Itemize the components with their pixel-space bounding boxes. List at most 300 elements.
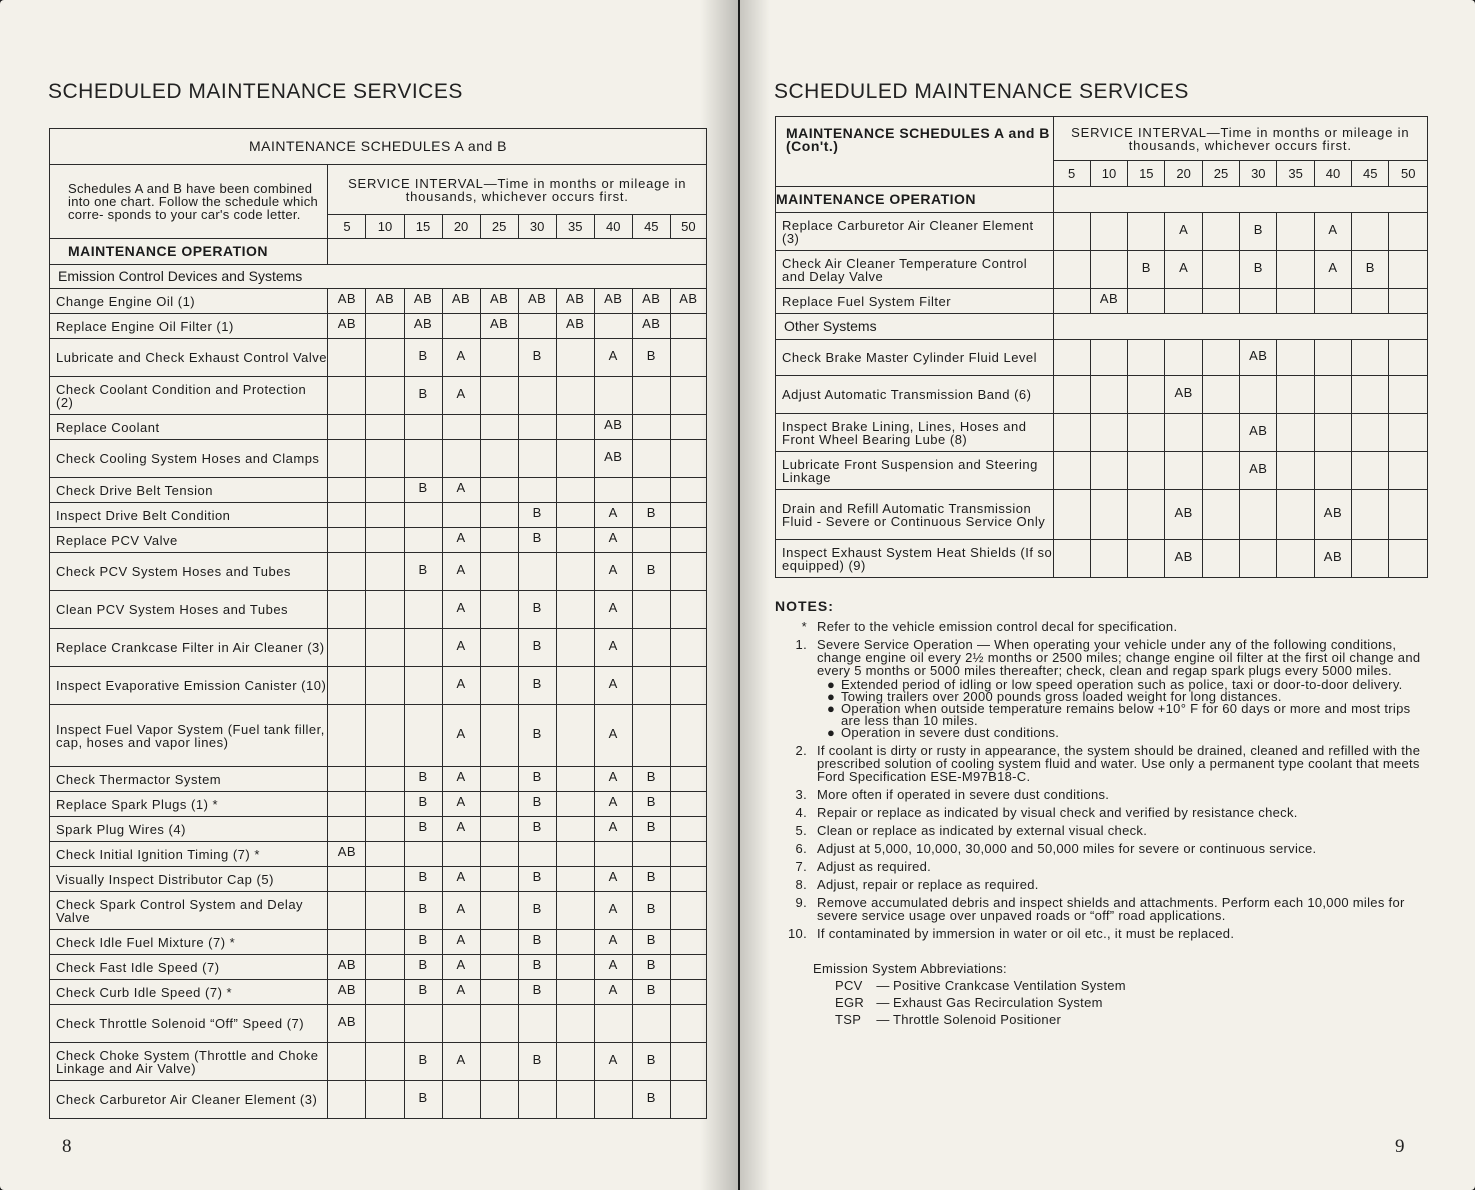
schedule-cell [328, 478, 366, 503]
note-text-wrap [817, 927, 1425, 940]
schedule-cell [366, 591, 404, 629]
table-row [50, 289, 707, 314]
operation-label: Check Air Cleaner Temperature Control and Delay Valve [776, 251, 1054, 289]
abbreviation-key: PCV [835, 978, 863, 993]
schedule-cell [556, 842, 594, 867]
schedule-cell: B [632, 955, 670, 980]
schedule-cell [404, 667, 442, 705]
operation-label: Replace Fuel System Filter [776, 289, 1054, 314]
note-item [775, 620, 1425, 633]
schedule-cell [442, 1005, 480, 1043]
schedule-cell [1389, 490, 1428, 540]
schedule-cell: A [442, 591, 480, 629]
schedule-cell: AB [480, 314, 518, 339]
table-row [50, 892, 707, 930]
schedule-cell [366, 553, 404, 591]
schedule-cell [1389, 414, 1428, 452]
schedule-cell [556, 980, 594, 1005]
schedule-cell [328, 377, 366, 415]
schedule-cell [328, 867, 366, 892]
schedule-cell [1090, 452, 1127, 490]
schedule-cell [366, 955, 404, 980]
intro-note: Schedules A and B have been combined into one chart. Follow the schedule which corre- sponds to your car's code letter. [50, 165, 328, 239]
interval-header: 35 [556, 215, 594, 239]
schedule-cell [442, 503, 480, 528]
schedule-cell: B [404, 867, 442, 892]
schedule-cell: B [518, 591, 556, 629]
operation-label: Check Coolant Condition and Protection (2) [50, 377, 328, 415]
schedule-cell: A [442, 930, 480, 955]
schedule-cell [556, 867, 594, 892]
note-item [775, 806, 1425, 819]
schedule-cell: A [594, 955, 632, 980]
schedule-cell [1053, 251, 1090, 289]
schedule-cell: B [518, 817, 556, 842]
schedule-cell [1389, 540, 1428, 578]
schedule-cell [442, 1081, 480, 1119]
schedule-cell: B [518, 667, 556, 705]
schedule-cell [480, 415, 518, 440]
operation-label: Inspect Exhaust System Heat Shields (If so equipped) (9) [776, 540, 1054, 578]
schedule-cell [366, 415, 404, 440]
table-row [50, 792, 707, 817]
bullet-icon: ● [827, 725, 836, 740]
note-number: 10. [788, 926, 807, 941]
note-text-wrap [817, 744, 1425, 783]
operation-label: Check Fast Idle Speed (7) [50, 955, 328, 980]
bullet-icon: ● [827, 677, 836, 692]
schedule-cell [366, 792, 404, 817]
note-item [775, 638, 1425, 739]
interval-header: 5 [1053, 161, 1090, 187]
schedule-cell [1352, 490, 1389, 540]
table-row [50, 1081, 707, 1119]
schedule-cell: B [518, 767, 556, 792]
schedule-cell [1240, 289, 1277, 314]
schedule-cell [518, 440, 556, 478]
operation-header: MAINTENANCE OPERATION [50, 239, 328, 265]
note-number: * [801, 619, 807, 634]
interval-header: 35 [1277, 161, 1314, 187]
schedule-cell: A [442, 980, 480, 1005]
schedule-cell [328, 930, 366, 955]
schedule-cell [1277, 540, 1314, 578]
schedule-cell [366, 478, 404, 503]
schedule-cell [518, 842, 556, 867]
schedule-cell [480, 1081, 518, 1119]
schedule-cell: A [442, 817, 480, 842]
interval-header: 30 [518, 215, 556, 239]
gutter-shadow [700, 0, 738, 1190]
operation-label: Check Brake Master Cylinder Fluid Level [776, 340, 1054, 376]
schedule-cell [1202, 289, 1239, 314]
schedule-cell: B [518, 955, 556, 980]
operation-label: Replace PCV Valve [50, 528, 328, 553]
schedule-cell: AB [556, 314, 594, 339]
bullet-text: Towing trailers over 2000 pounds gross loaded weight for long distances. [841, 689, 1282, 704]
interval-header: 20 [442, 215, 480, 239]
abbreviation-item [835, 977, 1425, 994]
operation-label: Check Thermactor System [50, 767, 328, 792]
schedule-cell [632, 377, 670, 415]
schedule-cell [1352, 540, 1389, 578]
schedule-cell [366, 842, 404, 867]
schedule-cell [1053, 414, 1090, 452]
schedule-cell [1053, 289, 1090, 314]
schedule-cell [1352, 376, 1389, 414]
schedule-cell [328, 767, 366, 792]
schedule-cell [518, 314, 556, 339]
schedule-cell: B [632, 867, 670, 892]
schedule-cell: B [632, 1043, 670, 1081]
notes-section [775, 598, 1425, 1028]
note-text: Adjust as required. [817, 859, 932, 874]
schedule-cell [632, 667, 670, 705]
operation-label: Replace Coolant [50, 415, 328, 440]
schedule-cell: A [442, 792, 480, 817]
schedule-cell [328, 440, 366, 478]
section-row [776, 314, 1428, 340]
schedule-cell: B [632, 930, 670, 955]
schedule-cell: B [632, 892, 670, 930]
schedule-cell [328, 792, 366, 817]
note-item [775, 788, 1425, 801]
schedule-cell: A [594, 667, 632, 705]
schedule-cell [366, 1005, 404, 1043]
operation-label: Check Carburetor Air Cleaner Element (3) [50, 1081, 328, 1119]
schedule-cell: B [1240, 251, 1277, 289]
schedule-cell: A [594, 1043, 632, 1081]
schedule-cell [328, 553, 366, 591]
note-number: 5. [795, 823, 807, 838]
schedule-cell: AB [556, 289, 594, 314]
note-number: 7. [795, 859, 807, 874]
schedule-cell [1165, 452, 1202, 490]
schedule-cell [556, 629, 594, 667]
schedule-cell: A [594, 767, 632, 792]
table-row [50, 842, 707, 867]
schedule-cell [556, 440, 594, 478]
table-row [50, 1043, 707, 1081]
schedule-cell: AB [518, 289, 556, 314]
schedule-cell [1053, 213, 1090, 251]
table-title: MAINTENANCE SCHEDULES A and B [50, 129, 707, 165]
schedule-cell [556, 503, 594, 528]
schedule-cell: B [518, 792, 556, 817]
schedule-cell: A [442, 339, 480, 377]
maintenance-table-left [49, 128, 707, 1119]
page-title: SCHEDULED MAINTENANCE SERVICES [774, 80, 1189, 103]
schedule-cell [442, 415, 480, 440]
operation-label: Change Engine Oil (1) [50, 289, 328, 314]
notes-list [775, 620, 1425, 940]
operation-label: Check Choke System (Throttle and Choke Linkage and Air Valve) [50, 1043, 328, 1081]
schedule-cell [632, 842, 670, 867]
schedule-cell: AB [594, 440, 632, 478]
schedule-cell [442, 842, 480, 867]
table-row [50, 667, 707, 705]
schedule-cell: A [1165, 213, 1202, 251]
operation-label: Check Idle Fuel Mixture (7) * [50, 930, 328, 955]
schedule-cell [1053, 452, 1090, 490]
schedule-cell: A [442, 705, 480, 767]
note-item [775, 824, 1425, 837]
schedule-cell [556, 767, 594, 792]
schedule-cell [442, 314, 480, 339]
schedule-cell: AB [328, 955, 366, 980]
schedule-cell: AB [1240, 452, 1277, 490]
schedule-cell [366, 892, 404, 930]
schedule-cell: B [632, 553, 670, 591]
schedule-cell [556, 930, 594, 955]
note-number: 8. [795, 877, 807, 892]
note-text: Adjust, repair or replace as required. [817, 877, 1039, 892]
schedule-cell [366, 980, 404, 1005]
note-item [775, 860, 1425, 873]
schedule-cell [480, 1043, 518, 1081]
table-row [776, 490, 1428, 540]
schedule-cell [480, 629, 518, 667]
blank-cell [328, 239, 707, 265]
schedule-cell [518, 478, 556, 503]
schedule-cell: B [404, 1081, 442, 1119]
section-title: Emission Control Devices and Systems [50, 265, 707, 289]
schedule-cell [404, 629, 442, 667]
operation-label: Clean PCV System Hoses and Tubes [50, 591, 328, 629]
operation-label: Check Cooling System Hoses and Clamps [50, 440, 328, 478]
table-row [776, 540, 1428, 578]
table-row [50, 629, 707, 667]
table-row [776, 340, 1428, 376]
schedule-cell [594, 314, 632, 339]
table-row [50, 867, 707, 892]
schedule-cell [366, 1081, 404, 1119]
bullet-text: Extended period of idling or low speed operation such as police, taxi or door-to-door delivery. [841, 677, 1403, 692]
schedule-cell [594, 377, 632, 415]
interval-header: 10 [366, 215, 404, 239]
schedule-cell [556, 377, 594, 415]
schedule-cell [366, 930, 404, 955]
note-text-wrap [817, 788, 1425, 801]
schedule-cell [1314, 414, 1351, 452]
table-row [50, 503, 707, 528]
abbreviation-item [835, 994, 1425, 1011]
schedule-cell [1202, 376, 1239, 414]
interval-header: 50 [670, 215, 706, 239]
schedule-cell [1277, 452, 1314, 490]
schedule-cell [366, 440, 404, 478]
schedule-cell: AB [328, 1005, 366, 1043]
schedule-cell: B [518, 980, 556, 1005]
note-text: If contaminated by immersion in water or oil etc., it must be replaced. [817, 926, 1235, 941]
schedule-cell [1389, 452, 1428, 490]
schedule-cell [1202, 414, 1239, 452]
schedule-cell [1202, 452, 1239, 490]
schedule-cell [556, 892, 594, 930]
schedule-cell [480, 980, 518, 1005]
schedule-cell: B [518, 930, 556, 955]
schedule-cell [1128, 490, 1165, 540]
schedule-cell [556, 591, 594, 629]
schedule-cell [366, 339, 404, 377]
schedule-cell [556, 667, 594, 705]
schedule-cell [632, 478, 670, 503]
schedule-cell: A [442, 478, 480, 503]
schedule-cell [1128, 213, 1165, 251]
schedule-cell [1277, 251, 1314, 289]
schedule-cell [480, 1005, 518, 1043]
schedule-cell: AB [328, 314, 366, 339]
schedule-cell [518, 1005, 556, 1043]
schedule-cell [366, 503, 404, 528]
schedule-cell: B [404, 1043, 442, 1081]
schedule-cell: A [594, 892, 632, 930]
schedule-cell [1240, 376, 1277, 414]
table-row [776, 213, 1428, 251]
note-text-wrap [817, 842, 1425, 855]
schedule-cell: B [518, 629, 556, 667]
schedule-cell [480, 667, 518, 705]
schedule-cell: AB [1240, 340, 1277, 376]
schedule-cell: A [594, 591, 632, 629]
schedule-cell [480, 377, 518, 415]
schedule-cell [632, 591, 670, 629]
dash-icon: — [876, 978, 890, 993]
schedule-cell [1090, 540, 1127, 578]
schedule-cell [1352, 289, 1389, 314]
schedule-cell [366, 667, 404, 705]
schedule-cell [556, 1081, 594, 1119]
note-text: Clean or replace as indicated by external visual check. [817, 823, 1148, 838]
schedule-cell [556, 553, 594, 591]
page-title: SCHEDULED MAINTENANCE SERVICES [48, 80, 463, 103]
operation-label: Spark Plug Wires (4) [50, 817, 328, 842]
abbreviations-title: Emission System Abbreviations: [813, 961, 1007, 976]
note-text-wrap [817, 638, 1425, 739]
note-text: More often if operated in severe dust conditions. [817, 787, 1110, 802]
note-item [775, 927, 1425, 940]
schedule-cell [1352, 414, 1389, 452]
schedule-cell [1389, 376, 1428, 414]
schedule-cell [1128, 340, 1165, 376]
operation-label: Lubricate Front Suspension and Steering Linkage [776, 452, 1054, 490]
schedule-cell: B [404, 930, 442, 955]
note-text-wrap [817, 860, 1425, 873]
section-title: Other Systems [776, 314, 1054, 340]
schedule-cell: A [594, 705, 632, 767]
schedule-cell [480, 478, 518, 503]
schedule-cell: A [594, 792, 632, 817]
schedule-cell [1352, 213, 1389, 251]
schedule-cell [328, 1081, 366, 1119]
service-interval-note: SERVICE INTERVAL—Time in months or mileage in thousands, whichever occurs first. [1053, 117, 1428, 161]
schedule-cell [480, 792, 518, 817]
table-row [50, 955, 707, 980]
dash-icon: — [876, 1012, 890, 1027]
schedule-cell [480, 705, 518, 767]
note-number: 6. [795, 841, 807, 856]
table-row [50, 339, 707, 377]
schedule-cell [632, 705, 670, 767]
schedule-cell: AB [1240, 414, 1277, 452]
schedule-cell [328, 667, 366, 705]
schedule-cell: A [1165, 251, 1202, 289]
interval-header: 45 [1352, 161, 1389, 187]
schedule-cell: A [594, 867, 632, 892]
schedule-cell [1128, 414, 1165, 452]
schedule-cell [366, 705, 404, 767]
schedule-cell [480, 930, 518, 955]
schedule-cell: B [1240, 213, 1277, 251]
schedule-cell: A [442, 553, 480, 591]
schedule-cell [1389, 213, 1428, 251]
bullet-item [827, 727, 1425, 739]
schedule-cell [556, 1005, 594, 1043]
table-row [50, 440, 707, 478]
schedule-cell: B [632, 817, 670, 842]
schedule-cell [1128, 289, 1165, 314]
schedule-cell: B [404, 892, 442, 930]
bullet-item [827, 703, 1425, 727]
schedule-cell [518, 1081, 556, 1119]
schedule-cell [556, 955, 594, 980]
schedule-cell: AB [328, 842, 366, 867]
operation-label: Drain and Refill Automatic Transmission Fluid - Severe or Continuous Service Only [776, 490, 1054, 540]
note-text: Repair or replace as indicated by visual check and verified by resistance check. [817, 805, 1298, 820]
schedule-cell [480, 339, 518, 377]
schedule-cell: A [594, 553, 632, 591]
table-header-row [776, 117, 1428, 161]
note-text-wrap [817, 824, 1425, 837]
schedule-cell: A [442, 528, 480, 553]
gutter-shadow [740, 0, 770, 1190]
table-row [50, 591, 707, 629]
schedule-cell: AB [328, 980, 366, 1005]
schedule-cell [1240, 490, 1277, 540]
schedule-cell: A [594, 629, 632, 667]
schedule-cell [480, 842, 518, 867]
schedule-cell [1389, 251, 1428, 289]
schedule-cell [556, 817, 594, 842]
page-number: 9 [1395, 1136, 1405, 1157]
schedule-cell: A [442, 667, 480, 705]
schedule-cell: A [594, 503, 632, 528]
schedule-cell [1128, 452, 1165, 490]
schedule-cell: AB [366, 289, 404, 314]
schedule-cell: B [404, 955, 442, 980]
schedule-cell [328, 591, 366, 629]
schedule-cell [594, 1081, 632, 1119]
schedule-cell: B [1352, 251, 1389, 289]
schedule-cell [366, 817, 404, 842]
schedule-cell: AB [1314, 490, 1351, 540]
schedule-cell: B [404, 553, 442, 591]
schedule-cell: A [594, 930, 632, 955]
table-row [50, 553, 707, 591]
schedule-cell [518, 415, 556, 440]
schedule-cell [404, 415, 442, 440]
operation-label: Inspect Fuel Vapor System (Fuel tank filler, cap, hoses and vapor lines) [50, 705, 328, 767]
schedule-cell [556, 528, 594, 553]
operation-header-row [50, 239, 707, 265]
operation-label: Replace Carburetor Air Cleaner Element (3) [776, 213, 1054, 251]
schedule-cell [1352, 452, 1389, 490]
operation-label: Lubricate and Check Exhaust Control Valve [50, 339, 328, 377]
note-number: 1. [795, 637, 807, 652]
abbreviations [813, 960, 1425, 1028]
schedule-cell: B [404, 980, 442, 1005]
schedule-cell: B [518, 503, 556, 528]
